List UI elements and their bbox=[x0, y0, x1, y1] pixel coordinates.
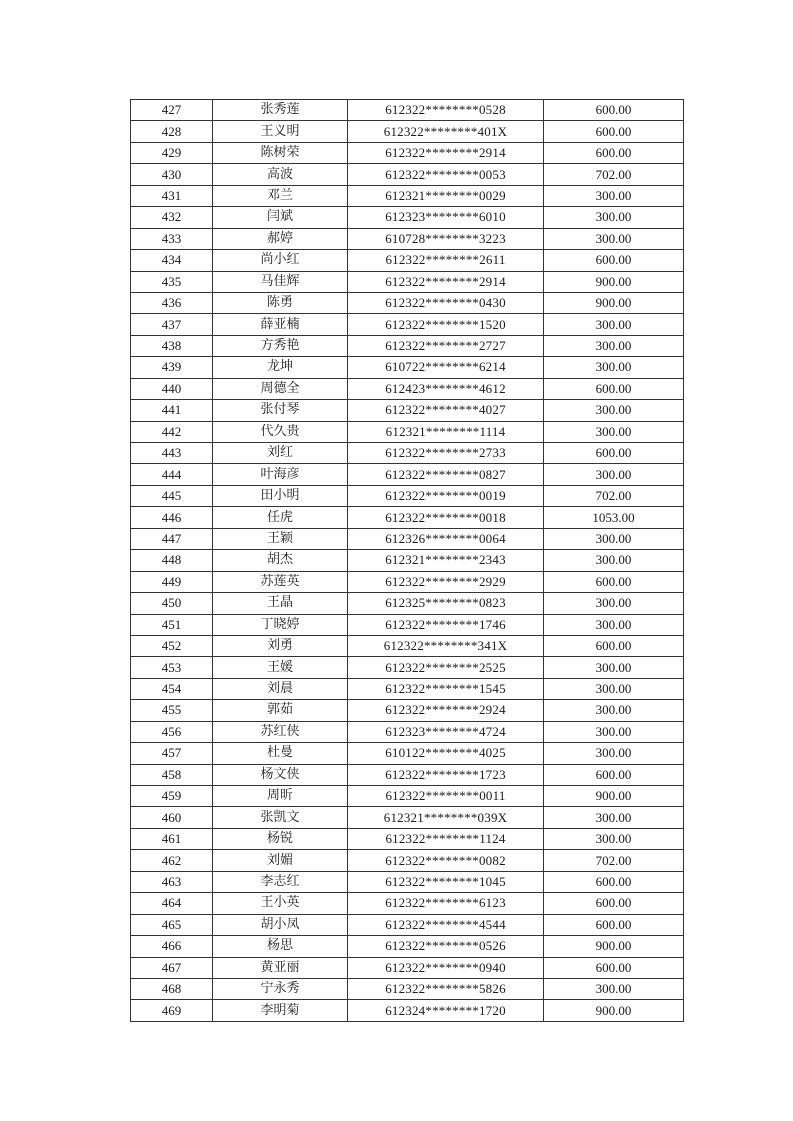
amount-cell: 300.00 bbox=[544, 807, 684, 828]
table-row bbox=[131, 164, 684, 185]
row-number-cell: 451 bbox=[131, 614, 213, 635]
row-number-cell: 443 bbox=[131, 443, 213, 464]
table-row bbox=[131, 271, 684, 292]
person-name-cell: 李明菊 bbox=[213, 1000, 348, 1021]
person-name-cell: 陈树荣 bbox=[213, 142, 348, 163]
id-number-cell: 612322********1723 bbox=[348, 764, 544, 785]
amount-cell: 600.00 bbox=[544, 893, 684, 914]
id-number-cell: 612322********0082 bbox=[348, 850, 544, 871]
table-row bbox=[131, 378, 684, 399]
id-number-cell: 612322********0011 bbox=[348, 786, 544, 807]
person-name-cell: 杨锐 bbox=[213, 828, 348, 849]
person-name-cell: 陈勇 bbox=[213, 292, 348, 313]
person-name-cell: 黄亚丽 bbox=[213, 957, 348, 978]
amount-cell: 600.00 bbox=[544, 914, 684, 935]
row-number-cell: 463 bbox=[131, 871, 213, 892]
person-name-cell: 杜曼 bbox=[213, 743, 348, 764]
id-number-cell: 610728********3223 bbox=[348, 228, 544, 249]
table-row bbox=[131, 786, 684, 807]
amount-cell: 600.00 bbox=[544, 443, 684, 464]
row-number-cell: 452 bbox=[131, 635, 213, 656]
amount-cell: 300.00 bbox=[544, 978, 684, 999]
id-number-cell: 612322********6123 bbox=[348, 893, 544, 914]
table-row bbox=[131, 507, 684, 528]
table-row bbox=[131, 657, 684, 678]
row-number-cell: 433 bbox=[131, 228, 213, 249]
table-row bbox=[131, 100, 684, 121]
row-number-cell: 427 bbox=[131, 100, 213, 121]
id-number-cell: 612322********2924 bbox=[348, 700, 544, 721]
table-row bbox=[131, 764, 684, 785]
table-row bbox=[131, 593, 684, 614]
person-name-cell: 郝婷 bbox=[213, 228, 348, 249]
person-name-cell: 尚小红 bbox=[213, 250, 348, 271]
row-number-cell: 439 bbox=[131, 357, 213, 378]
row-number-cell: 432 bbox=[131, 207, 213, 228]
person-name-cell: 张付琴 bbox=[213, 400, 348, 421]
amount-cell: 600.00 bbox=[544, 957, 684, 978]
row-number-cell: 450 bbox=[131, 593, 213, 614]
id-number-cell: 612322********4544 bbox=[348, 914, 544, 935]
row-number-cell: 434 bbox=[131, 250, 213, 271]
table-row bbox=[131, 828, 684, 849]
table-row bbox=[131, 850, 684, 871]
id-number-cell: 612322********1746 bbox=[348, 614, 544, 635]
table-row bbox=[131, 678, 684, 699]
row-number-cell: 457 bbox=[131, 743, 213, 764]
table-row bbox=[131, 1000, 684, 1021]
person-name-cell: 王义明 bbox=[213, 121, 348, 142]
amount-cell: 702.00 bbox=[544, 850, 684, 871]
row-number-cell: 444 bbox=[131, 464, 213, 485]
amount-cell: 300.00 bbox=[544, 335, 684, 356]
table-row bbox=[131, 142, 684, 163]
table-row bbox=[131, 464, 684, 485]
row-number-cell: 453 bbox=[131, 657, 213, 678]
table-row bbox=[131, 635, 684, 656]
amount-cell: 300.00 bbox=[544, 421, 684, 442]
table-row bbox=[131, 550, 684, 571]
id-number-cell: 612322********0019 bbox=[348, 485, 544, 506]
id-number-cell: 610122********4025 bbox=[348, 743, 544, 764]
amount-cell: 300.00 bbox=[544, 314, 684, 335]
row-number-cell: 462 bbox=[131, 850, 213, 871]
person-name-cell: 方秀艳 bbox=[213, 335, 348, 356]
amount-cell: 600.00 bbox=[544, 121, 684, 142]
id-number-cell: 612323********4724 bbox=[348, 721, 544, 742]
person-name-cell: 苏红侠 bbox=[213, 721, 348, 742]
amount-cell: 900.00 bbox=[544, 1000, 684, 1021]
table-row bbox=[131, 700, 684, 721]
person-name-cell: 马佳辉 bbox=[213, 271, 348, 292]
person-name-cell: 薛亚楠 bbox=[213, 314, 348, 335]
id-number-cell: 612322********2525 bbox=[348, 657, 544, 678]
amount-cell: 600.00 bbox=[544, 635, 684, 656]
amount-cell: 600.00 bbox=[544, 378, 684, 399]
row-number-cell: 429 bbox=[131, 142, 213, 163]
row-number-cell: 428 bbox=[131, 121, 213, 142]
row-number-cell: 430 bbox=[131, 164, 213, 185]
id-number-cell: 612321********039X bbox=[348, 807, 544, 828]
table-row bbox=[131, 121, 684, 142]
id-number-cell: 612324********1720 bbox=[348, 1000, 544, 1021]
table-row bbox=[131, 743, 684, 764]
id-number-cell: 612322********0940 bbox=[348, 957, 544, 978]
row-number-cell: 440 bbox=[131, 378, 213, 399]
amount-cell: 900.00 bbox=[544, 936, 684, 957]
row-number-cell: 436 bbox=[131, 292, 213, 313]
row-number-cell: 466 bbox=[131, 936, 213, 957]
table-row bbox=[131, 614, 684, 635]
row-number-cell: 456 bbox=[131, 721, 213, 742]
person-name-cell: 李志红 bbox=[213, 871, 348, 892]
person-name-cell: 刘红 bbox=[213, 443, 348, 464]
amount-cell: 300.00 bbox=[544, 207, 684, 228]
table-row bbox=[131, 485, 684, 506]
amount-cell: 702.00 bbox=[544, 164, 684, 185]
amount-cell: 600.00 bbox=[544, 250, 684, 271]
table-row bbox=[131, 914, 684, 935]
row-number-cell: 469 bbox=[131, 1000, 213, 1021]
person-name-cell: 杨文侠 bbox=[213, 764, 348, 785]
id-number-cell: 612322********2727 bbox=[348, 335, 544, 356]
id-number-cell: 612322********401X bbox=[348, 121, 544, 142]
person-name-cell: 胡杰 bbox=[213, 550, 348, 571]
person-name-cell: 王小英 bbox=[213, 893, 348, 914]
row-number-cell: 441 bbox=[131, 400, 213, 421]
table-row bbox=[131, 871, 684, 892]
row-number-cell: 438 bbox=[131, 335, 213, 356]
row-number-cell: 446 bbox=[131, 507, 213, 528]
table-row bbox=[131, 893, 684, 914]
person-name-cell: 杨思 bbox=[213, 936, 348, 957]
id-number-cell: 612322********1545 bbox=[348, 678, 544, 699]
person-name-cell: 任虎 bbox=[213, 507, 348, 528]
row-number-cell: 458 bbox=[131, 764, 213, 785]
person-name-cell: 闫斌 bbox=[213, 207, 348, 228]
person-name-cell: 周昕 bbox=[213, 786, 348, 807]
id-number-cell: 612321********2343 bbox=[348, 550, 544, 571]
id-number-cell: 612322********0528 bbox=[348, 100, 544, 121]
row-number-cell: 468 bbox=[131, 978, 213, 999]
amount-cell: 600.00 bbox=[544, 871, 684, 892]
table-row bbox=[131, 571, 684, 592]
amount-cell: 300.00 bbox=[544, 828, 684, 849]
table-row bbox=[131, 421, 684, 442]
row-number-cell: 449 bbox=[131, 571, 213, 592]
amount-cell: 900.00 bbox=[544, 786, 684, 807]
amount-cell: 300.00 bbox=[544, 400, 684, 421]
table-row bbox=[131, 978, 684, 999]
row-number-cell: 435 bbox=[131, 271, 213, 292]
id-number-cell: 612322********1520 bbox=[348, 314, 544, 335]
person-name-cell: 苏莲英 bbox=[213, 571, 348, 592]
person-name-cell: 胡小凤 bbox=[213, 914, 348, 935]
table-row bbox=[131, 314, 684, 335]
person-name-cell: 高波 bbox=[213, 164, 348, 185]
amount-cell: 300.00 bbox=[544, 593, 684, 614]
amount-cell: 300.00 bbox=[544, 550, 684, 571]
person-name-cell: 田小明 bbox=[213, 485, 348, 506]
amount-cell: 300.00 bbox=[544, 614, 684, 635]
id-number-cell: 612322********0018 bbox=[348, 507, 544, 528]
amount-cell: 300.00 bbox=[544, 721, 684, 742]
row-number-cell: 455 bbox=[131, 700, 213, 721]
table-row bbox=[131, 357, 684, 378]
table-row bbox=[131, 721, 684, 742]
table-row bbox=[131, 335, 684, 356]
amount-cell: 300.00 bbox=[544, 464, 684, 485]
amount-cell: 600.00 bbox=[544, 100, 684, 121]
amount-cell: 300.00 bbox=[544, 657, 684, 678]
id-number-cell: 612322********2929 bbox=[348, 571, 544, 592]
person-name-cell: 刘晨 bbox=[213, 678, 348, 699]
id-number-cell: 612323********6010 bbox=[348, 207, 544, 228]
person-name-cell: 龙坤 bbox=[213, 357, 348, 378]
id-number-cell: 612322********2611 bbox=[348, 250, 544, 271]
amount-cell: 900.00 bbox=[544, 292, 684, 313]
id-number-cell: 612322********1124 bbox=[348, 828, 544, 849]
person-name-cell: 叶海彦 bbox=[213, 464, 348, 485]
table-row bbox=[131, 957, 684, 978]
row-number-cell: 467 bbox=[131, 957, 213, 978]
table-row bbox=[131, 936, 684, 957]
id-number-cell: 612322********341X bbox=[348, 635, 544, 656]
id-number-cell: 612322********0827 bbox=[348, 464, 544, 485]
id-number-cell: 612322********2914 bbox=[348, 142, 544, 163]
row-number-cell: 459 bbox=[131, 786, 213, 807]
amount-cell: 300.00 bbox=[544, 743, 684, 764]
table-row bbox=[131, 400, 684, 421]
id-number-cell: 612321********0029 bbox=[348, 185, 544, 206]
person-name-cell: 王晶 bbox=[213, 593, 348, 614]
person-name-cell: 郭茹 bbox=[213, 700, 348, 721]
person-name-cell: 刘勇 bbox=[213, 635, 348, 656]
id-number-cell: 612326********0064 bbox=[348, 528, 544, 549]
person-name-cell: 张凯文 bbox=[213, 807, 348, 828]
amount-cell: 600.00 bbox=[544, 764, 684, 785]
id-number-cell: 612322********2733 bbox=[348, 443, 544, 464]
person-name-cell: 邓兰 bbox=[213, 185, 348, 206]
table-row bbox=[131, 185, 684, 206]
row-number-cell: 437 bbox=[131, 314, 213, 335]
amount-cell: 1053.00 bbox=[544, 507, 684, 528]
amount-cell: 300.00 bbox=[544, 528, 684, 549]
id-number-cell: 612322********1045 bbox=[348, 871, 544, 892]
id-number-cell: 612322********0053 bbox=[348, 164, 544, 185]
row-number-cell: 465 bbox=[131, 914, 213, 935]
row-number-cell: 445 bbox=[131, 485, 213, 506]
id-number-cell: 610722********6214 bbox=[348, 357, 544, 378]
person-name-cell: 王媛 bbox=[213, 657, 348, 678]
table-row bbox=[131, 207, 684, 228]
person-name-cell: 张秀莲 bbox=[213, 100, 348, 121]
amount-cell: 702.00 bbox=[544, 485, 684, 506]
table-row bbox=[131, 250, 684, 271]
table-row bbox=[131, 528, 684, 549]
row-number-cell: 447 bbox=[131, 528, 213, 549]
row-number-cell: 431 bbox=[131, 185, 213, 206]
id-number-cell: 612322********0526 bbox=[348, 936, 544, 957]
id-number-cell: 612321********1114 bbox=[348, 421, 544, 442]
id-number-cell: 612423********4612 bbox=[348, 378, 544, 399]
row-number-cell: 460 bbox=[131, 807, 213, 828]
id-number-cell: 612325********0823 bbox=[348, 593, 544, 614]
roster-table bbox=[130, 99, 684, 1022]
person-name-cell: 刘媚 bbox=[213, 850, 348, 871]
row-number-cell: 448 bbox=[131, 550, 213, 571]
person-name-cell: 王颖 bbox=[213, 528, 348, 549]
person-name-cell: 丁晓婷 bbox=[213, 614, 348, 635]
row-number-cell: 461 bbox=[131, 828, 213, 849]
id-number-cell: 612322********0430 bbox=[348, 292, 544, 313]
table-row bbox=[131, 443, 684, 464]
row-number-cell: 464 bbox=[131, 893, 213, 914]
person-name-cell: 代久贵 bbox=[213, 421, 348, 442]
table-row bbox=[131, 807, 684, 828]
amount-cell: 300.00 bbox=[544, 185, 684, 206]
person-name-cell: 周德全 bbox=[213, 378, 348, 399]
amount-cell: 600.00 bbox=[544, 142, 684, 163]
table-row bbox=[131, 228, 684, 249]
amount-cell: 300.00 bbox=[544, 357, 684, 378]
amount-cell: 300.00 bbox=[544, 678, 684, 699]
id-number-cell: 612322********4027 bbox=[348, 400, 544, 421]
row-number-cell: 454 bbox=[131, 678, 213, 699]
roster-table-body bbox=[131, 100, 684, 1022]
id-number-cell: 612322********2914 bbox=[348, 271, 544, 292]
amount-cell: 300.00 bbox=[544, 700, 684, 721]
amount-cell: 300.00 bbox=[544, 228, 684, 249]
amount-cell: 900.00 bbox=[544, 271, 684, 292]
amount-cell: 600.00 bbox=[544, 571, 684, 592]
id-number-cell: 612322********5826 bbox=[348, 978, 544, 999]
table-row bbox=[131, 292, 684, 313]
person-name-cell: 宁永秀 bbox=[213, 978, 348, 999]
row-number-cell: 442 bbox=[131, 421, 213, 442]
